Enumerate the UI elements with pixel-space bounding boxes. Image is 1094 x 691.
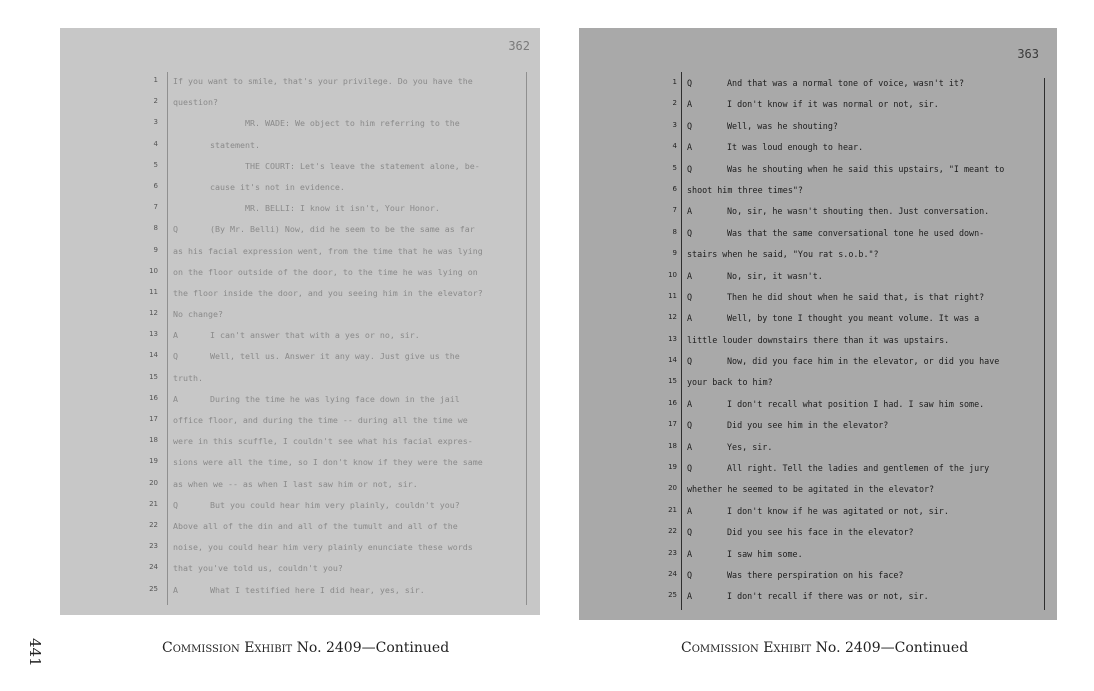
line-text: I don't recall if there was or not, sir. xyxy=(727,591,929,602)
transcript-line xyxy=(60,330,540,351)
transcript-line xyxy=(579,549,1057,570)
line-number: 16 xyxy=(668,398,677,407)
line-text: stairs when he said, "You rat s.o.b."? xyxy=(687,249,879,260)
transcript-line xyxy=(60,182,540,203)
line-text: Was that the same conversational tone he used down- xyxy=(727,227,985,238)
line-number: 12 xyxy=(149,309,158,318)
line-number: 15 xyxy=(668,377,677,386)
transcript-line xyxy=(60,76,540,97)
line-text: I can't answer that with a yes or no, sir. xyxy=(210,330,420,341)
line-number: 17 xyxy=(668,420,677,429)
speaker-label: Q xyxy=(173,351,178,362)
line-number: 12 xyxy=(668,313,677,322)
transcript-line xyxy=(60,585,540,606)
transcript-line xyxy=(579,527,1057,548)
transcript-line xyxy=(579,313,1057,334)
transcript-line xyxy=(579,356,1057,377)
transcript-line xyxy=(579,228,1057,249)
speaker-label: A xyxy=(687,99,693,110)
line-number: 5 xyxy=(153,160,158,169)
transcript-line xyxy=(579,506,1057,527)
left-page-number: 362 xyxy=(508,39,530,53)
speaker-label: Q xyxy=(687,227,693,238)
transcript-line xyxy=(60,203,540,224)
line-text: your back to him? xyxy=(687,377,773,388)
right-transcript-lines xyxy=(579,78,1057,613)
line-number: 14 xyxy=(668,356,677,365)
line-text: Yes, sir. xyxy=(727,441,773,452)
line-number: 1 xyxy=(153,76,158,84)
line-text: on the floor outside of the door, to the time he was lying on xyxy=(173,266,478,277)
speaker-label: A xyxy=(687,313,693,324)
right-transcript-page xyxy=(579,28,1057,620)
line-number: 16 xyxy=(149,393,158,402)
speaker-label: A xyxy=(687,548,693,559)
line-text: truth. xyxy=(173,372,203,383)
right-page-number: 363 xyxy=(1017,47,1039,61)
transcript-line xyxy=(60,521,540,542)
side-page-number: 441 xyxy=(26,638,44,667)
line-text: Did you see him in the elevator? xyxy=(727,420,889,431)
transcript-line xyxy=(60,140,540,161)
line-text: But you could hear him very plainly, couldn't you? xyxy=(210,499,460,510)
line-text: cause it's not in evidence. xyxy=(210,181,345,192)
line-text: I don't recall what position I had. I saw him some. xyxy=(727,398,985,409)
line-number: 9 xyxy=(153,245,158,254)
line-text: I don't know if it was normal or not, sir. xyxy=(727,99,939,110)
line-number: 7 xyxy=(153,203,158,212)
line-text: I saw him some. xyxy=(727,548,803,559)
transcript-line xyxy=(60,500,540,521)
line-text: Then he did shout when he said that, is that right? xyxy=(727,291,985,302)
transcript-line xyxy=(60,563,540,584)
left-caption-prefix: Commission Exhibit xyxy=(162,640,293,656)
line-number: 18 xyxy=(668,441,677,450)
line-number: 20 xyxy=(668,484,677,493)
speaker-label: Q xyxy=(687,463,693,474)
transcript-line xyxy=(579,377,1057,398)
speaker-label: Q xyxy=(687,569,693,580)
line-number: 17 xyxy=(149,415,158,423)
line-number: 2 xyxy=(153,97,158,106)
speaker-label: Q xyxy=(173,499,178,510)
speaker-label: A xyxy=(687,398,693,409)
line-text: (By Mr. Belli) Now, did he seem to be the same as far xyxy=(210,224,475,235)
speaker-label: A xyxy=(687,591,693,602)
transcript-line xyxy=(579,206,1057,227)
right-caption xyxy=(681,640,968,656)
transcript-line xyxy=(60,97,540,118)
speaker-label: A xyxy=(173,393,178,404)
line-text: Well, by tone I thought you meant volume. It was a xyxy=(727,313,980,324)
speaker-label: A xyxy=(173,330,178,341)
line-text: During the time he was lying face down in the jail xyxy=(210,393,460,404)
line-number: 25 xyxy=(149,584,158,593)
transcript-line xyxy=(579,335,1057,356)
transcript-line xyxy=(60,457,540,478)
transcript-line xyxy=(579,164,1057,185)
line-number: 6 xyxy=(153,181,158,190)
line-text: question? xyxy=(173,97,218,108)
speaker-label: Q xyxy=(687,527,693,538)
line-number: 23 xyxy=(149,542,158,551)
line-number: 13 xyxy=(668,334,677,343)
speaker-label: Q xyxy=(173,224,178,235)
transcript-line xyxy=(579,484,1057,505)
line-number: 18 xyxy=(149,436,158,445)
speaker-label: A xyxy=(687,206,693,217)
line-number: 20 xyxy=(149,478,158,487)
line-text: were in this scuffle, I couldn't see what his facial expres- xyxy=(173,436,473,447)
line-number: 11 xyxy=(668,291,677,300)
line-number: 19 xyxy=(668,463,677,472)
speaker-label: A xyxy=(173,584,178,595)
transcript-line xyxy=(579,570,1057,591)
line-text: Did you see his face in the elevator? xyxy=(727,527,914,538)
speaker-label: A xyxy=(687,441,693,452)
line-number: 4 xyxy=(153,139,158,148)
line-text: I don't know if he was agitated or not, sir. xyxy=(727,505,949,516)
line-number: 22 xyxy=(149,520,158,529)
line-text: If you want to smile, that's your privilege. Do you have the xyxy=(173,76,473,86)
line-number: 4 xyxy=(672,142,677,151)
line-number: 19 xyxy=(149,457,158,466)
line-number: 8 xyxy=(153,224,158,233)
line-number: 14 xyxy=(149,351,158,360)
line-number: 5 xyxy=(672,163,677,172)
line-text: sions were all the time, so I don't know if they were the same xyxy=(173,457,483,468)
line-text: MR. WADE: We object to him referring to the xyxy=(245,118,460,129)
speaker-label: A xyxy=(687,270,693,281)
transcript-line xyxy=(579,185,1057,206)
transcript-line xyxy=(60,161,540,182)
transcript-line xyxy=(579,420,1057,441)
line-text: little louder downstairs there than it was upstairs. xyxy=(687,334,950,345)
transcript-line xyxy=(579,399,1057,420)
line-number: 21 xyxy=(668,505,677,514)
line-text: the floor inside the door, and you seeing him in the elevator? xyxy=(173,287,483,298)
speaker-label: Q xyxy=(687,78,693,88)
line-number: 15 xyxy=(149,372,158,381)
transcript-line xyxy=(579,442,1057,463)
line-text: Well, tell us. Answer it any way. Just give us the xyxy=(210,351,460,362)
line-text: It was loud enough to hear. xyxy=(727,142,864,153)
left-transcript-lines xyxy=(60,76,540,606)
line-number: 23 xyxy=(668,548,677,557)
line-number: 9 xyxy=(672,249,677,258)
transcript-line xyxy=(579,99,1057,120)
line-number: 25 xyxy=(668,591,677,600)
line-text: whether he seemed to be agitated in the elevator? xyxy=(687,484,935,495)
line-text: No, sir, he wasn't shouting then. Just conversation. xyxy=(727,206,990,217)
left-caption xyxy=(162,640,449,656)
transcript-line xyxy=(579,249,1057,270)
transcript-line xyxy=(579,121,1057,142)
line-number: 1 xyxy=(672,78,677,86)
line-number: 2 xyxy=(672,99,677,108)
transcript-line xyxy=(579,78,1057,99)
transcript-line xyxy=(60,351,540,372)
speaker-label: Q xyxy=(687,356,693,367)
transcript-line xyxy=(60,394,540,415)
line-number: 13 xyxy=(149,330,158,339)
line-text: statement. xyxy=(210,139,260,150)
transcript-line xyxy=(60,309,540,330)
left-caption-suffix: No. 2409—Continued xyxy=(296,640,450,656)
line-number: 3 xyxy=(153,118,158,127)
line-text: noise, you could hear him very plainly enunciate these words xyxy=(173,542,473,553)
line-number: 7 xyxy=(672,206,677,215)
line-number: 8 xyxy=(672,227,677,236)
line-text: Well, was he shouting? xyxy=(727,120,838,131)
transcript-line xyxy=(60,267,540,288)
transcript-line xyxy=(60,288,540,309)
line-text: No, sir, it wasn't. xyxy=(727,270,823,281)
line-text: that you've told us, couldn't you? xyxy=(173,563,343,574)
transcript-line xyxy=(60,224,540,245)
line-text: All right. Tell the ladies and gentlemen of the jury xyxy=(727,463,990,474)
line-text: as when we -- as when I last saw him or not, sir. xyxy=(173,478,418,489)
left-transcript-page xyxy=(60,28,540,615)
speaker-label: Q xyxy=(687,120,693,131)
line-text: as his facial expression went, from the time that he was lying xyxy=(173,245,483,256)
line-text: What I testified here I did hear, yes, sir. xyxy=(210,584,425,595)
line-text: Was there perspiration on his face? xyxy=(727,569,904,580)
line-text: Now, did you face him in the elevator, or did you have xyxy=(727,356,1000,367)
right-caption-suffix: No. 2409—Continued xyxy=(815,640,969,656)
transcript-line xyxy=(60,246,540,267)
line-text: office floor, and during the time -- during all the time we xyxy=(173,415,468,425)
line-number: 3 xyxy=(672,120,677,129)
line-number: 10 xyxy=(149,266,158,275)
speaker-label: A xyxy=(687,505,693,516)
transcript-line xyxy=(579,591,1057,612)
transcript-line xyxy=(579,142,1057,163)
line-text: Was he shouting when he said this upstairs, "I meant to xyxy=(727,163,1005,174)
transcript-line xyxy=(60,415,540,436)
line-number: 24 xyxy=(149,563,158,572)
line-text: shoot him three times"? xyxy=(687,184,803,195)
line-text: MR. BELLI: I know it isn't, Your Honor. xyxy=(245,203,440,214)
line-text: No change? xyxy=(173,309,223,320)
transcript-line xyxy=(579,463,1057,484)
speaker-label: Q xyxy=(687,163,693,174)
speaker-label: Q xyxy=(687,291,693,302)
transcript-line xyxy=(60,373,540,394)
line-number: 22 xyxy=(668,527,677,536)
transcript-line xyxy=(60,436,540,457)
line-number: 11 xyxy=(149,287,158,296)
transcript-line xyxy=(60,542,540,563)
line-number: 21 xyxy=(149,499,158,508)
right-caption-prefix: Commission Exhibit xyxy=(681,640,812,656)
line-text: Above all of the din and all of the tumult and all of the xyxy=(173,520,458,531)
speaker-label: A xyxy=(687,142,693,153)
line-text: And that was a normal tone of voice, wasn't it? xyxy=(727,78,964,88)
transcript-line xyxy=(60,479,540,500)
transcript-line xyxy=(579,292,1057,313)
speaker-label: Q xyxy=(687,420,693,431)
transcript-line xyxy=(60,118,540,139)
line-text: THE COURT: Let's leave the statement alone, be- xyxy=(245,160,480,171)
transcript-line xyxy=(579,271,1057,292)
line-number: 24 xyxy=(668,569,677,578)
line-number: 10 xyxy=(668,270,677,279)
line-number: 6 xyxy=(672,184,677,193)
